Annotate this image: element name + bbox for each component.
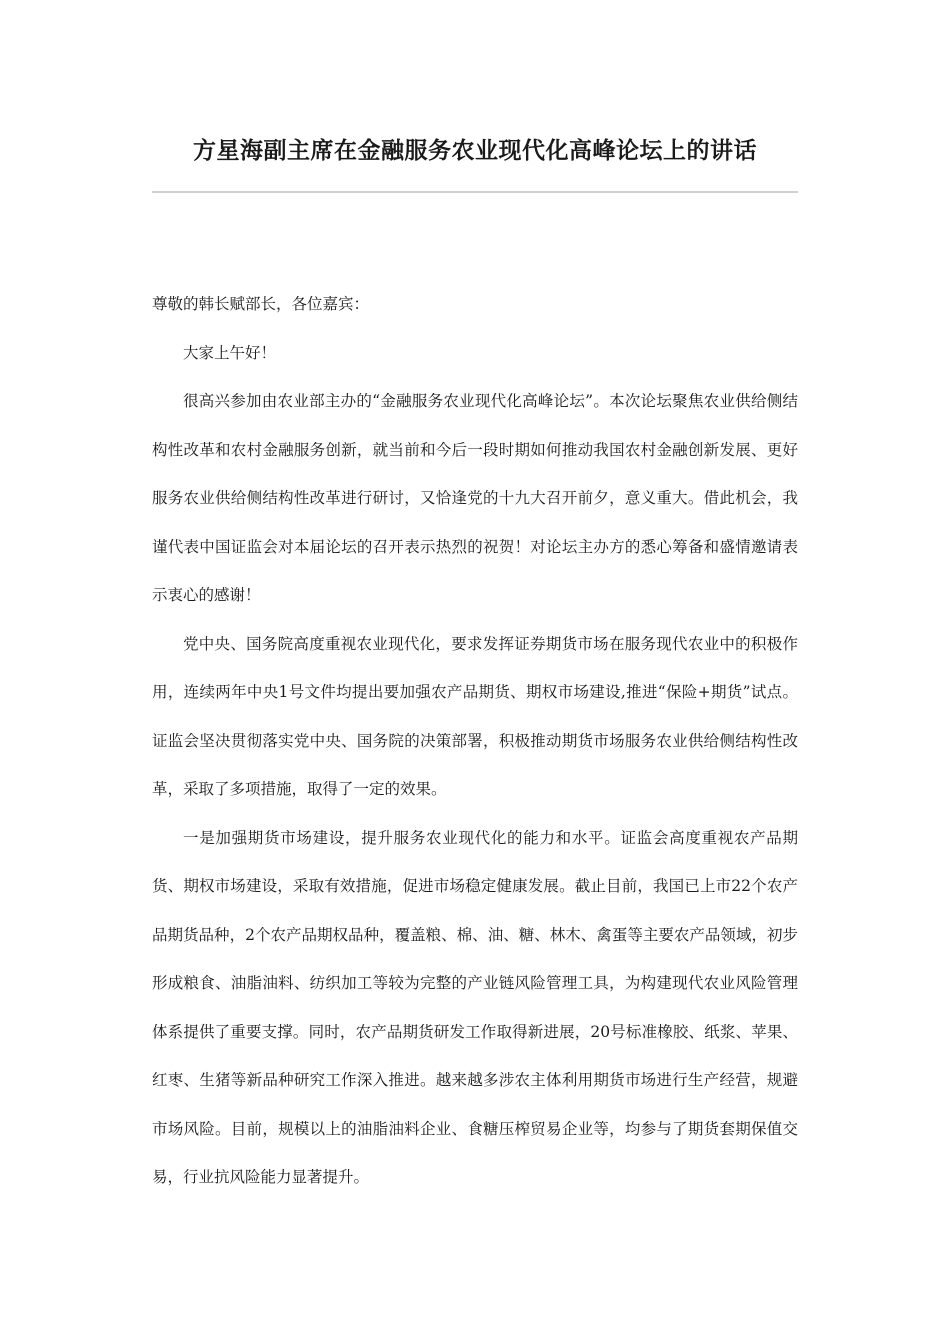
paragraph-opening: 很高兴参加由农业部主办的“金融服务农业现代化高峰论坛”。本次论坛聚焦农业供给侧结构性改革和农村金融服务创新，就当前和今后一段时期如何推动我国农村金融创新发展、更好服务农业供给侧结构性改革进行研讨，又恰逢党的十九大召开前夕，意义重大。借此机会，我谨代表中国证监会对本届论坛的召开表示热烈的祝贺！对论坛主办方的悉心筹备和盛情邀请表示衷心的感谢！ <box>152 392 798 604</box>
document-body <box>152 280 798 1202</box>
paragraph-greeting: 大家上午好！ <box>183 343 277 362</box>
document-title: 方星海副主席在金融服务农业现代化高峰论坛上的讲话 <box>193 138 757 164</box>
paragraph-point-one: 一是加强期货市场建设，提升服务农业现代化的能力和水平。证监会高度重视农产品期货、期权市场建设，采取有效措施，促进市场稳定健康发展。截止目前，我国已上市22个农产品期货品种，2个农产品期权品种，覆盖粮、棉、油、糖、林木、禽蛋等主要农产品领域，初步形成粮食、油脂油料、纺织加工等较为完整的产业链风险管理工具，为构建现代农业风险管理体系提供了重要支撑。同时，农产品期货研发工作取得新进展，20号标准橡胶、纸浆、苹果、红枣、生猪等新品种研究工作深入推进。越来越多涉农主体利用期货市场进行生产经营，规避市场风险。目前，规模以上的油脂油料企业、食糖压榨贸易企业等，均参与了期货套期保值交易，行业抗风险能力显著提升。 <box>152 828 798 1186</box>
title-divider <box>152 191 798 193</box>
salutation: 尊敬的韩长赋部长，各位嘉宾： <box>152 295 370 313</box>
paragraph-policy: 党中央、国务院高度重视农业现代化，要求发挥证券期货市场在服务现代农业中的积极作用，连续两年中央1号文件均提出要加强农产品期货、期权市场建设,推进“保险+期货”试点。证监会坚决贯彻落实党中央、国务院的决策部署，积极推动期货市场服务农业供给侧结构性改革，采取了多项措施，取得了一定的效果。 <box>152 634 798 798</box>
